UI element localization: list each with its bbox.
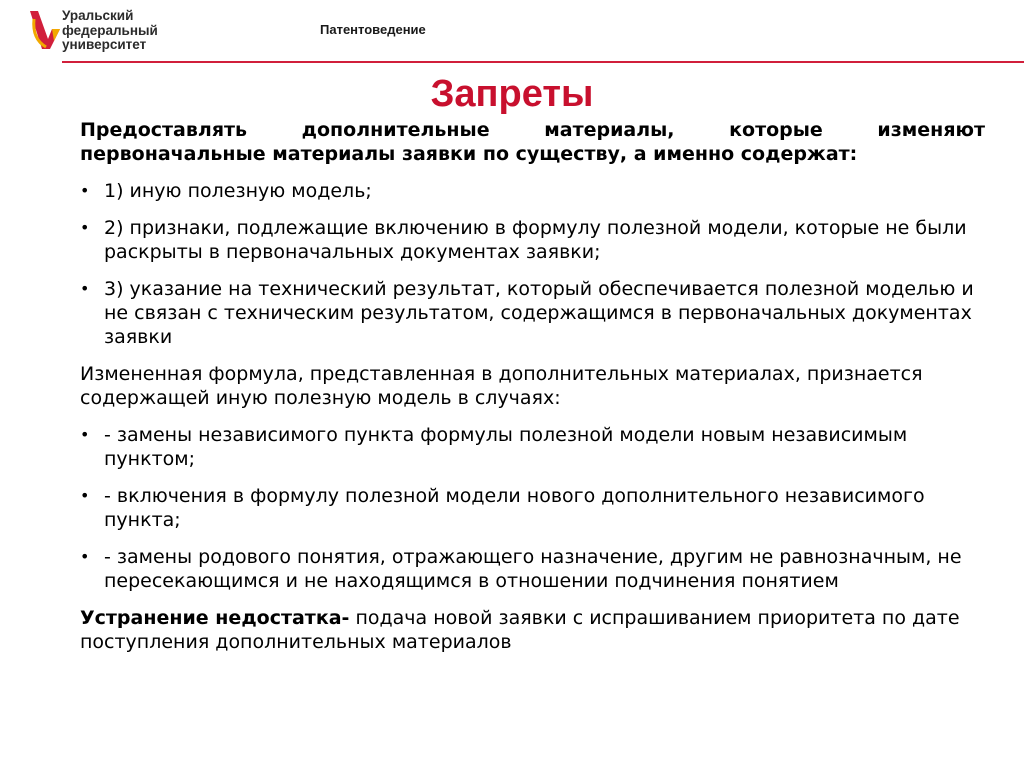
list-item: • - замены независимого пункта формулы полезной модели новым независимым пунктом; — [80, 423, 985, 471]
list-item: • 3) указание на технический результат, который обеспечивается полезной моделью и не связан с техническим результатом, содержащимся в первоначальных документах заявки — [80, 277, 985, 349]
remedy-paragraph — [80, 606, 985, 654]
course-title: Патентоведение — [320, 22, 426, 37]
header-divider — [62, 61, 1024, 63]
university-logo-icon — [28, 9, 62, 51]
remedy-text: подача новой заявки с испрашиванием приоритета по дате поступления дополнительных материалов — [80, 607, 960, 653]
list-item: • - замены родового понятия, отражающего назначение, другим не равнозначным, не пересекающимся и не находящимся в отношении подчинения понятием — [80, 545, 985, 593]
prohibitions-list — [80, 179, 985, 349]
list-item: • - включения в формулу полезной модели нового дополнительного независимого пункта; — [80, 484, 985, 532]
logo-line: университет — [62, 37, 147, 52]
list-item: • 2) признаки, подлежащие включению в формулу полезной модели, которые не были раскрыты в первоначальных документах заявки; — [80, 216, 985, 264]
logo-line: Уральский — [62, 8, 134, 23]
university-logo-text — [62, 9, 158, 53]
remedy-label: Устранение недостатка- — [80, 607, 350, 629]
cases-list — [80, 423, 985, 593]
slide-title: Запреты — [430, 73, 594, 115]
list-item: • 1) иную полезную модель; — [80, 179, 985, 203]
lead-paragraph: Предоставлять дополнительные материалы, которые изменяют первоначальные материалы заявки по существу, а именно содержат: — [80, 119, 985, 165]
formula-paragraph: Измененная формула, представленная в дополнительных материалах, признается содержащей иную полезную модель в случаях: — [80, 363, 923, 409]
slide-content — [80, 118, 985, 667]
logo-line: федеральный — [62, 22, 158, 38]
